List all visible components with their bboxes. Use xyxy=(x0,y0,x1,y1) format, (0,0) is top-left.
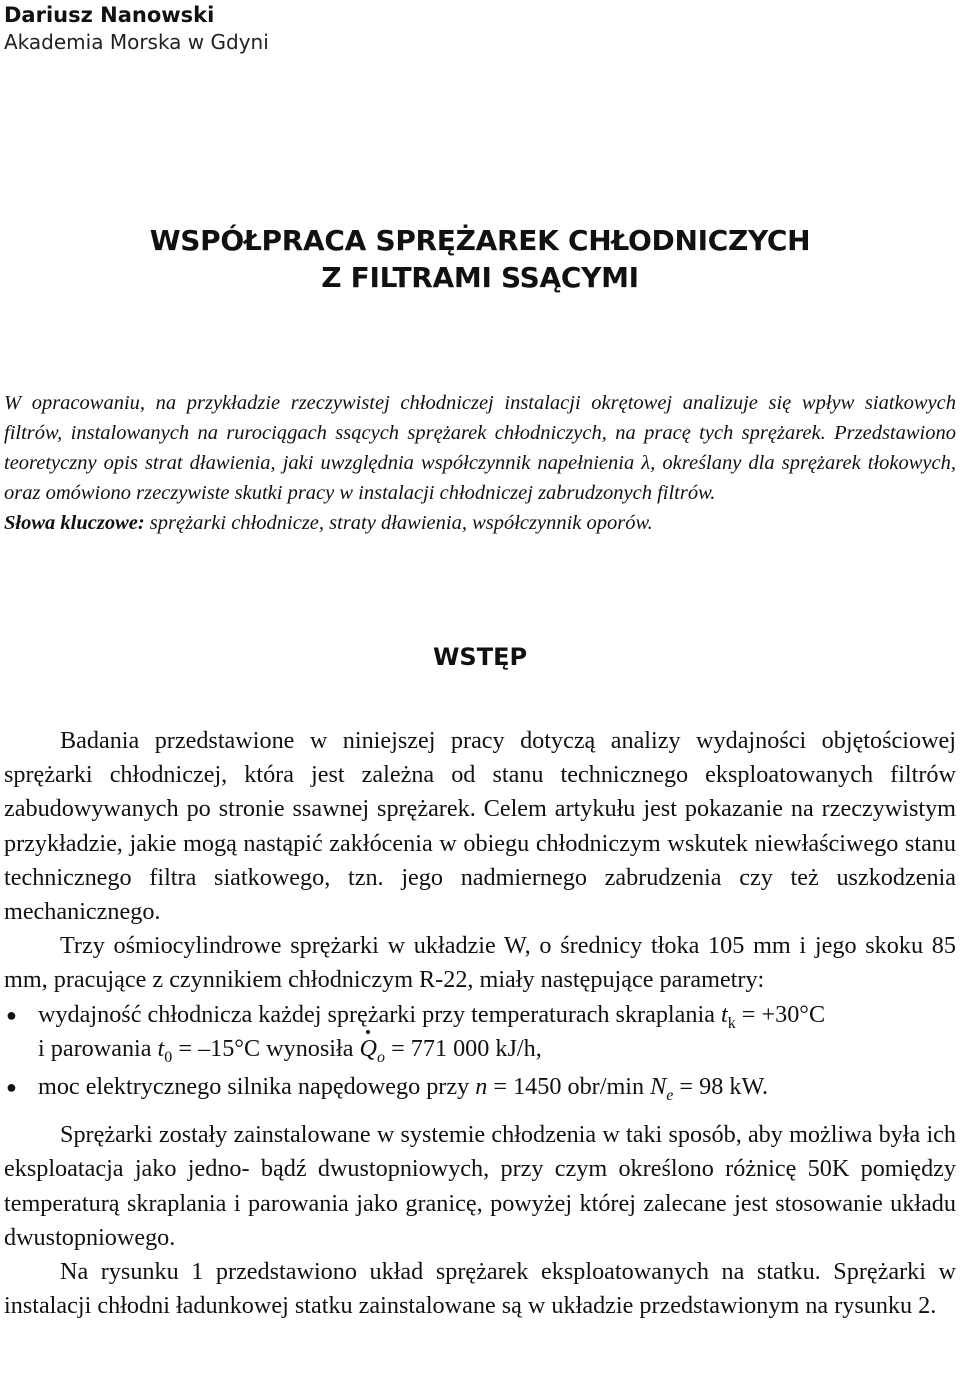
bullet-text: moc elektrycznego silnika napędowego przy xyxy=(38,1073,476,1101)
paragraph-2: Trzy ośmiocylindrowe sprężarki w układzie W, o średnicy tłoka 105 mm i jego skoku 85 mm, pracujące z czynnikiem chłodniczym R-22, miały następujące parametry: xyxy=(4,932,956,994)
keywords-label: Słowa kluczowe: xyxy=(4,512,145,534)
bullet-dot-icon: ● xyxy=(6,1004,17,1025)
keywords xyxy=(4,508,956,538)
value-q: = 771 000 kJ/h, xyxy=(385,1034,542,1062)
subscript-o: o xyxy=(377,1048,386,1066)
paper-title xyxy=(0,222,960,296)
bullet-dot-icon: ● xyxy=(6,1077,17,1098)
author-name: Dariusz Nanowski xyxy=(4,3,215,27)
list-item xyxy=(4,998,956,1066)
title-line-2: Z FILTRAMI SSĄCYMI xyxy=(321,261,639,294)
symbol-n: n xyxy=(475,1073,488,1101)
parameter-list xyxy=(4,998,956,1105)
paragraph-1: Badania przedstawione w niniejszej pracy dotyczą analizy wydajności objętościowej sprężarki chłodniczej, która jest zależna od stanu technicznego eksploatowanych filtrów zabudowywanych po stronie ssawnej sprężarek. Celem artykułu jest pokazanie na rzeczywistym przykładzie, jakie mogą nastąpić zakłócenia w obiegu chłodniczym wskutek niewłaściwego stanu technicznego filtra siatkowego, tzn. jego nadmiernego zabrudzenia czy też uszkodzenia mechanicznego. xyxy=(4,727,956,926)
subscript-k: k xyxy=(727,1014,736,1032)
bullet-text: wydajność chłodnicza każdej sprężarki przy temperaturach skraplania xyxy=(38,1000,721,1028)
value-tk: = +30°C xyxy=(735,1000,826,1028)
author-block xyxy=(4,2,604,56)
bullet-text-cont: i parowania xyxy=(38,1034,158,1062)
abstract-text: W opracowaniu, na przykładzie rzeczywistej chłodniczej instalacji okrętowej analizuje się wpływ siatkowych filtrów, instalowanych na rurociągach ssących sprężarek chłodniczych, na pracę tych sprężarek. Przedstawiono teoretyczny opis strat dławienia, jaki uwzględnia współczynnik napełnienia λ, określany dla sprężarek tłokowych, oraz omówiono rzeczywiste skutki pracy w instalacji chłodniczej zabrudzonych filtrów. xyxy=(4,392,956,504)
subscript-e: e xyxy=(666,1086,674,1104)
section-title: WSTĘP xyxy=(432,643,528,671)
subscript-0: 0 xyxy=(164,1048,173,1066)
symbol-t0: t xyxy=(157,1034,165,1062)
symbol-q-dot: Q xyxy=(360,1032,377,1066)
paragraph-4: Na rysunku 1 przedstawiono układ sprężarek eksploatowanych na statku. Sprężarki w instalacji chłodni ładunkowej statku zainstalowane są w układzie przedstawionym na rysunku 2. xyxy=(4,1258,956,1320)
body-text xyxy=(4,724,956,1323)
keywords-list: sprężarki chłodnicze, straty dławienia, współczynnik oporów. xyxy=(144,512,653,534)
symbol-t: t xyxy=(720,1000,728,1028)
value-t0: = –15°C wynosiła xyxy=(172,1034,360,1062)
title-line-1: WSPÓŁPRACA SPRĘŻAREK CHŁODNICZYCH xyxy=(149,224,811,257)
value-n: = 1450 obr/min xyxy=(487,1073,651,1101)
value-ne: = 98 kW. xyxy=(673,1073,769,1101)
symbol-N: N xyxy=(650,1073,667,1101)
affiliation: Akademia Morska w Gdyni xyxy=(4,30,269,54)
list-item xyxy=(4,1070,956,1104)
paragraph-3: Sprężarki zostały zainstalowane w systemie chłodzenia w taki sposób, aby możliwa była ich eksploatacja jako jedno- bądź dwustopniowych, przy czym określono różnicę 50K pomiędzy temperaturą skraplania i parowania jako granicę, powyżej której zalecane jest stosowanie układu dwustopniowego. xyxy=(4,1121,956,1251)
abstract xyxy=(4,388,956,538)
